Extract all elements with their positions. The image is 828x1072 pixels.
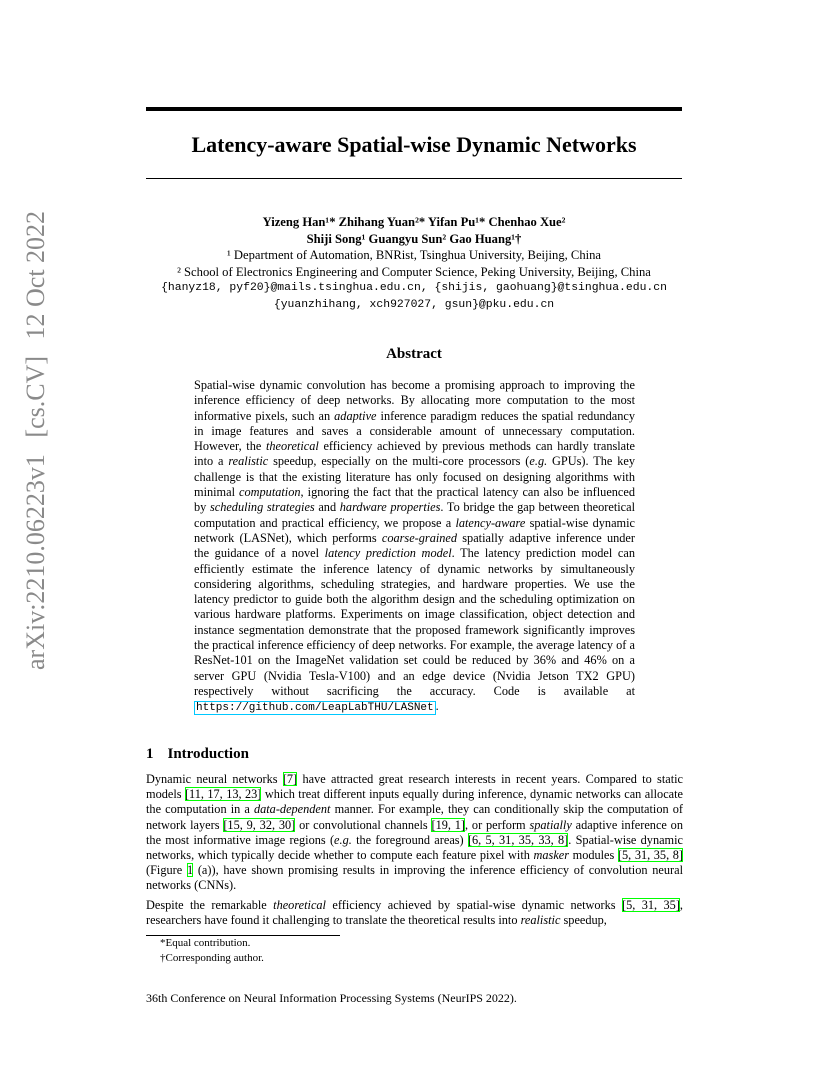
arxiv-category: [cs.CV] — [21, 355, 50, 438]
authors-line-1: Yizeng Han¹* Zhihang Yuan²* Yifan Pu¹* Chenhao Xue² — [262, 215, 566, 229]
citation-link[interactable]: [19, 1] — [431, 817, 466, 832]
email-line-2: {yuanzhihang, xch927027, gsun}@pku.edu.cn — [273, 298, 555, 311]
affiliation-2: ² School of Electronics Engineering and Computer Science, Peking University, Beijing, China — [177, 264, 651, 279]
intro-paragraph-1: Dynamic neural networks [7] have attracted great research interests in recent years. Compared to static models [11, 17, 13, 23] which treat different inputs equally during inference, dynamic networks can allocate the computation in a data-dependent manner. For example, they can conditionally skip the computation of network layers [15, 9, 32, 30] or convolutional channels [19, 1], or perform spatially adaptive inference on the most informative image regions (e.g. the foreground areas) [6, 5, 31, 35, 33, 8]. Spatial-wise dynamic networks, which typically decide whether to compute each feature pixel with masker modules [5, 31, 35, 8] (Figure 1 (a)), have shown promising results in improving the inference efficiency of convolution neural networks (CNNs). — [146, 772, 683, 893]
author-block — [146, 214, 682, 313]
section-number: 1 — [146, 746, 154, 762]
paper-title: Latency-aware Spatial-wise Dynamic Networks — [191, 132, 637, 157]
conference-note: 36th Conference on Neural Information Processing Systems (NeurIPS 2022). — [146, 991, 517, 1005]
citation-link[interactable]: [6, 5, 31, 35, 33, 8] — [467, 832, 569, 847]
citation-link[interactable]: [11, 17, 13, 23] — [184, 787, 262, 802]
arxiv-identifier — [21, 210, 51, 670]
arxiv-id: arXiv:2210.06223v1 — [21, 454, 50, 670]
footnote-equal-contribution: *Equal contribution. — [160, 937, 251, 949]
section-title: Introduction — [167, 746, 249, 762]
footnote-corresponding-author: †Corresponding author. — [160, 952, 264, 964]
title-bottom-rule — [146, 178, 682, 179]
authors-line-2: Shiji Song¹ Guangyu Sun² Gao Huang¹† — [306, 231, 522, 246]
footnote-rule — [146, 935, 340, 936]
figure-link[interactable]: 1 — [186, 863, 194, 878]
citation-link[interactable]: [5, 31, 35, 8] — [617, 848, 683, 863]
section-heading-introduction — [146, 746, 249, 763]
email-line-1: {hanyz18, pyf20}@mails.tsinghua.edu.cn, {shijis, gaohuang}@tsinghua.edu.cn — [161, 282, 667, 294]
affiliation-1: ¹ Department of Automation, BNRist, Tsinghua University, Beijing, China — [226, 248, 602, 262]
intro-paragraph-2: Despite the remarkable theoretical efficiency achieved by spatial-wise dynamic networks [5, 31, 35], researchers have found it challenging to translate the theoretical results into realistic speedup, — [146, 898, 683, 928]
citation-link[interactable]: [15, 9, 32, 30] — [223, 817, 296, 832]
code-link[interactable]: https://github.com/LeapLabTHU/LASNet — [196, 702, 434, 715]
citation-link[interactable]: [7] — [282, 772, 298, 786]
abstract-body: Spatial-wise dynamic convolution has become a promising approach to improving the inference efficiency of deep networks. By allocating more computation to the most informative pixels, such an adaptive inference paradigm reduces the spatial redundancy in image features and saves a considerable amount of unnecessary computation. However, the theoretical efficiency achieved by previous methods can hardly translate into a realistic speedup, especially on the multi-core processors (e.g. GPUs). The key challenge is that the existing literature has only focused on designing algorithms with minimal computation, ignoring the fact that the practical latency can also be influenced by scheduling strategies and hardware properties. To bridge the gap between theoretical computation and practical efficiency, we propose a latency-aware spatial-wise dynamic network (LASNet), which performs coarse-grained spatially adaptive inference under the guidance of a novel latency prediction model. The latency prediction model can efficiently estimate the inference latency of dynamic networks by simultaneously considering algorithms, scheduling strategies, and hardware properties. We use the latency predictor to guide both the algorithm design and the scheduling optimization on various hardware platforms. Experiments on image classification, object detection and instance segmentation demonstrate that the proposed framework significantly improves the practical inference efficiency of deep networks. For example, the average latency of a ResNet-101 on the ImageNet validation set could be reduced by 36% and 46% on a server GPU (Nvidia Tesla-V100) and an edge device (Nvidia Jetson TX2 GPU) respectively without sacrificing the accuracy. Code is available at https://github.com/LeapLabTHU/LASNet . — [194, 378, 636, 715]
arxiv-date: 12 Oct 2022 — [21, 210, 50, 340]
citation-link[interactable]: [5, 31, 35] — [622, 898, 680, 912]
abstract-heading: Abstract — [386, 346, 442, 362]
title-top-rule — [146, 107, 682, 111]
